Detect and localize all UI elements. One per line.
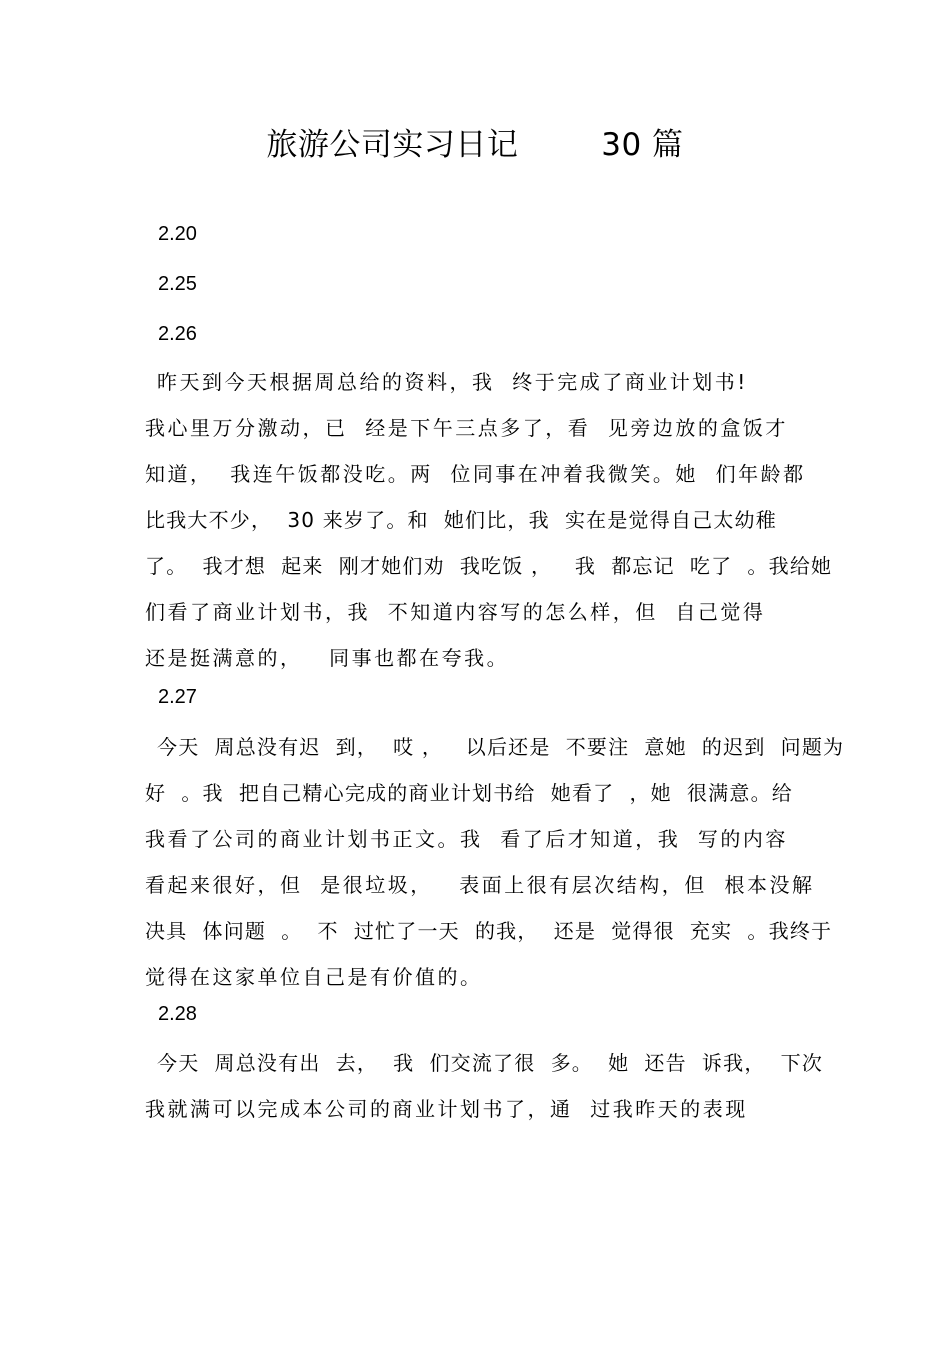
entry-line: 决具 体问题 。 不 过忙了一天 的我， 还是 觉得很 充实 。我终于: [145, 919, 833, 943]
date-heading: 2.28: [158, 1003, 197, 1025]
entry-line: 我看了公司的商业计划书正文。我 看了后才知道，我 写的内容: [145, 827, 788, 851]
entry-line: 我心里万分激动，已 经是下午三点多了，看 见旁边放的盒饭才: [145, 416, 788, 440]
entry-line: 比我大不少， 30 来岁了。和 她们比，我 实在是觉得自己太幼稚: [145, 508, 777, 532]
entry-line: 今天 周总没有出 去， 我 们交流了很 多。 她 还告 诉我， 下次: [157, 1051, 824, 1075]
date-heading: 2.27: [158, 686, 197, 708]
diary-entry: [145, 1040, 825, 1132]
entry-line: 觉得在这家单位自己是有价值的。: [145, 965, 483, 989]
entry-line: 昨天到今天根据周总给的资料，我 终于完成了商业计划书!: [157, 370, 748, 394]
entry-line: 还是挺满意的， 同事也都在夸我。: [145, 646, 510, 670]
entry-line: 了。 我才想 起来 刚才她们劝 我吃饭 ， 我 都忘记 吃了 。我给她: [145, 554, 833, 578]
diary-entry: [145, 724, 845, 1000]
entry-line: 我就满可以完成本公司的商业计划书了，通 过我昨天的表现: [145, 1097, 748, 1121]
entry-line: 今天 周总没有迟 到， 哎 ， 以后还是 不要注 意她 的迟到 问题为: [157, 735, 845, 759]
entry-line: 好 。我 把自己精心完成的商业计划书给 她看了 ，她 很满意。给: [145, 781, 793, 805]
entry-line: 看起来很好，但 是很垃圾， 表面上很有层次结构，但 根本没解: [145, 873, 815, 897]
entry-line: 知道， 我连午饭都没吃。两 位同事在冲着我微笑。她 们年龄都: [145, 462, 806, 486]
date-heading: 2.20: [158, 223, 197, 245]
date-heading: 2.25: [158, 273, 197, 295]
date-heading: 2.26: [158, 323, 197, 345]
document-title: 旅游公司实习日记 30 篇: [266, 127, 684, 163]
diary-entry: [145, 359, 833, 681]
entry-line: 们看了商业计划书，我 不知道内容写的怎么样，但 自己觉得: [145, 600, 766, 624]
